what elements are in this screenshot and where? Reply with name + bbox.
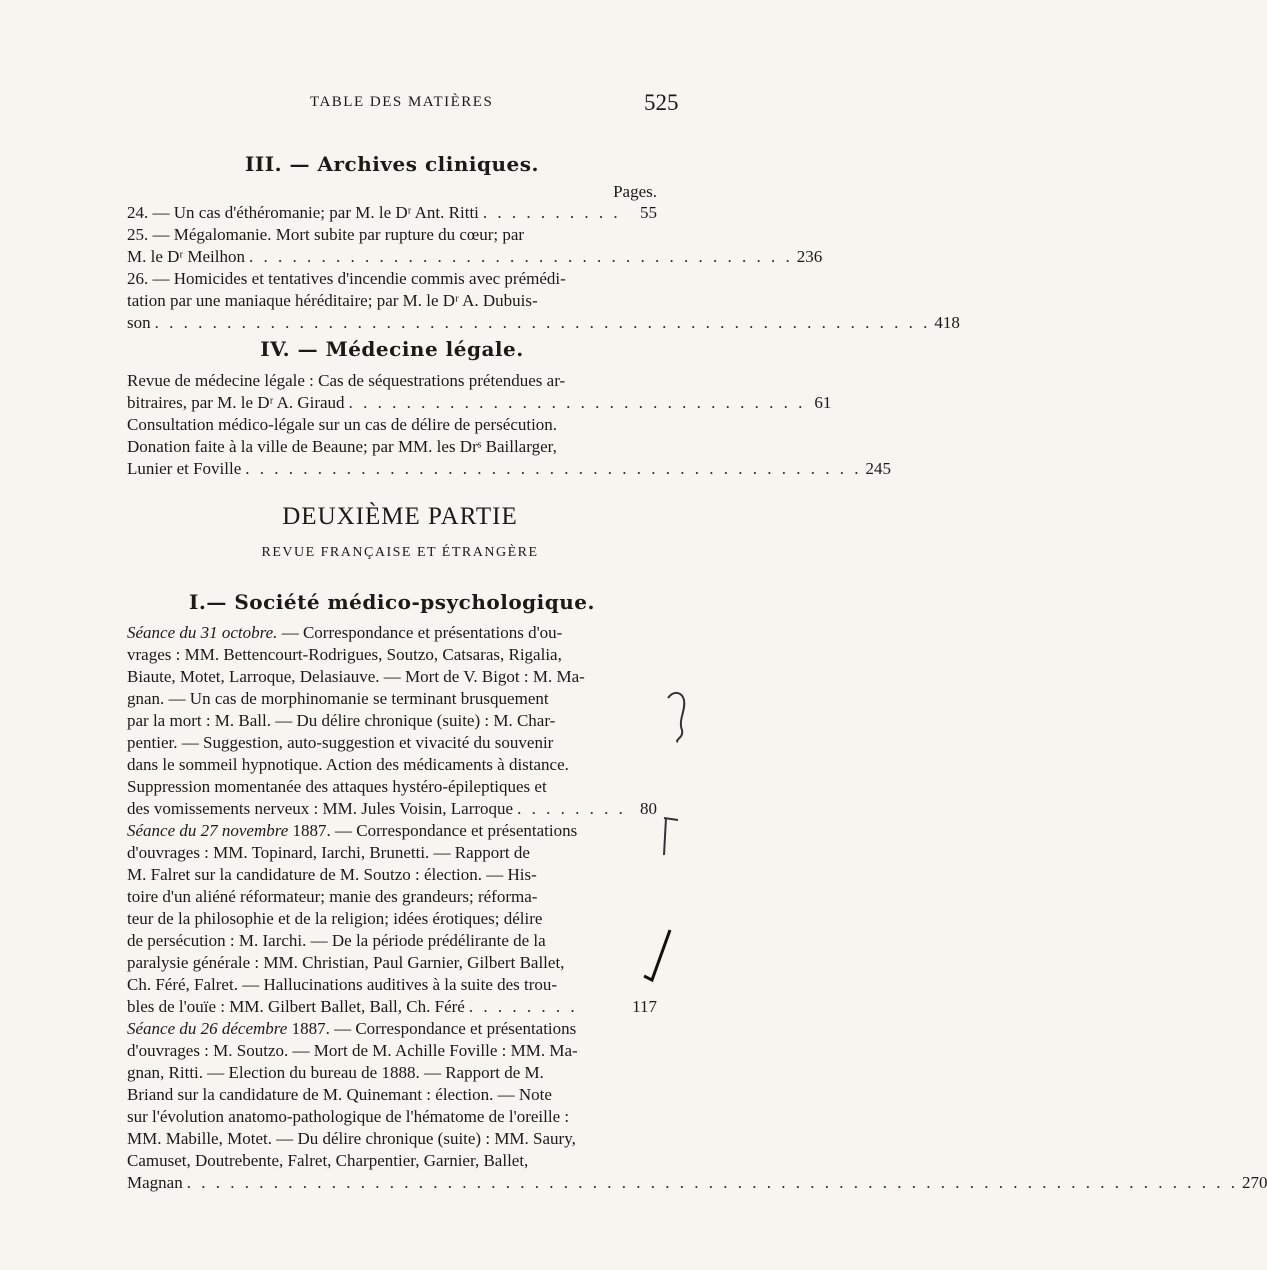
entry-page: 117 bbox=[632, 997, 657, 1016]
pencil-annotation bbox=[660, 680, 700, 1000]
entry-text: Lunier et Foville bbox=[127, 459, 242, 478]
entry-text: 26. — Homicides et tentatives d'incendie commis avec prémédi- bbox=[127, 269, 566, 288]
entry-text: Consultation médico-légale sur un cas de délire de persécution. bbox=[127, 415, 558, 434]
entry-text: 1887. — Correspondance et présentations bbox=[287, 1019, 577, 1038]
entry-page: 61 bbox=[814, 393, 832, 412]
entry-text: sur l'évolution anatomo-pathologique de l'hématome de l'oreille : bbox=[127, 1107, 570, 1126]
entry-text: dans le sommeil hypnotique. Action des médicaments à distance. bbox=[127, 755, 569, 774]
entry-text: pentier. — Suggestion, auto-suggestion et vivacité du souvenir bbox=[127, 733, 554, 752]
entry-page: 80 bbox=[640, 799, 657, 818]
section-heading: I.— Société médico-psychologique. bbox=[189, 590, 595, 614]
toc-entry bbox=[127, 414, 892, 480]
section-heading: IV. — Médecine légale. bbox=[260, 337, 524, 361]
entry-text: de persécution : M. Iarchi. — De la période prédélirante de la bbox=[127, 931, 546, 950]
entry-page: 55 bbox=[640, 203, 657, 222]
entry-text: 1887. — Correspondance et présentations bbox=[288, 821, 578, 840]
entry-text: M. Falret sur la candidature de M. Soutzo : élection. — His- bbox=[127, 865, 537, 884]
entry-text: MM. Mabille, Motet. — Du délire chronique (suite) : MM. Saury, bbox=[127, 1129, 576, 1148]
section-societe-medico-psychologique bbox=[127, 590, 657, 614]
leader-dots: . . . . . . . . bbox=[517, 799, 626, 818]
leader-dots: . . . . . . . . . . . . . . . . . . . . . . . . . . . . . . . . bbox=[348, 393, 806, 412]
entry-page: 270 bbox=[1241, 1173, 1267, 1192]
leader-dots: . . . . . . . . . . . . . . . . . . . . . . . . . . . . . . . . . . . . . . . . . . . . . . . . . . . . . . . . . . . . . . . . . . . . . . . . . bbox=[186, 1173, 1238, 1192]
entry-text: 25. — Mégalomanie. Mort subite par rupture du cœur; par bbox=[127, 225, 525, 244]
section-medecine-legale bbox=[127, 337, 657, 361]
toc-entry bbox=[127, 820, 657, 1018]
entry-text: Camuset, Doutrebente, Falret, Charpentier, Garnier, Ballet, bbox=[127, 1151, 529, 1170]
entry-text: son bbox=[127, 313, 151, 332]
page-number: 525 bbox=[644, 90, 679, 115]
entry-text: d'ouvrages : M. Soutzo. — Mort de M. Achille Foville : MM. Ma- bbox=[127, 1041, 578, 1060]
session-date: Séance du 27 novembre bbox=[127, 821, 289, 840]
toc-entry bbox=[127, 370, 832, 414]
entry-text: Magnan bbox=[127, 1173, 183, 1192]
entry-text: gnan. — Un cas de morphinomanie se terminant brusquement bbox=[127, 689, 549, 708]
pages-label: Pages. bbox=[613, 182, 657, 201]
entry-text: Revue de médecine légale : Cas de séquestrations prétendues ar- bbox=[127, 371, 566, 390]
entry-text: 24. — Un cas d'éthéromanie; par M. le Dʳ Ant. Ritti bbox=[127, 203, 479, 222]
section-heading: III. — Archives cliniques. bbox=[245, 152, 539, 176]
bracket-mark bbox=[664, 818, 678, 855]
running-head bbox=[0, 90, 800, 120]
leader-dots: . . . . . . . . . . . . . . . . . . . . . . . . . . . . . . . . . . . . . . bbox=[248, 247, 793, 266]
leader-dots: . . . . . . . . bbox=[468, 997, 578, 1016]
section-archives-cliniques bbox=[127, 152, 657, 176]
toc-entry bbox=[127, 224, 823, 268]
entry-text: toire d'un aliéné réformateur; manie des grandeurs; réforma- bbox=[127, 887, 538, 906]
entry-text: Suppression momentanée des attaques hystéro-épileptiques et bbox=[127, 777, 547, 796]
entry-text: par la mort : M. Ball. — Du délire chronique (suite) : M. Char- bbox=[127, 711, 556, 730]
leader-dots: . . . . . . . . . . bbox=[482, 203, 621, 222]
entry-text: Donation faite à la ville de Beaune; par MM. les Drˢ Baillarger, bbox=[127, 437, 557, 456]
entry-text: paralysie générale : MM. Christian, Paul Garnier, Gilbert Ballet, bbox=[127, 953, 565, 972]
part-subtitle: REVUE FRANÇAISE ET ÉTRANGÈRE bbox=[261, 545, 539, 560]
toc-entry bbox=[127, 1018, 1267, 1194]
section3-entries bbox=[127, 202, 960, 334]
leader-dots: . . . . . . . . . . . . . . . . . . . . . . . . . . . . . . . . . . . . . . . . . . . bbox=[245, 459, 862, 478]
part-title: DEUXIÈME PARTIE bbox=[282, 503, 518, 530]
entry-text: — Correspondance et présentations d'ou- bbox=[277, 623, 563, 642]
entry-text: vrages : MM. Bettencourt-Rodrigues, Soutzo, Catsaras, Rigalia, bbox=[127, 645, 562, 664]
leader-dots: . . . . . . . . . . . . . . . . . . . . . . . . . . . . . . . . . . . . . . . . . . . . . . . . . . . . . . bbox=[154, 313, 931, 332]
entry-page: 418 bbox=[934, 313, 960, 332]
toc-entry bbox=[127, 268, 960, 334]
entry-text: des vomissements nerveux : MM. Jules Voisin, Larroque bbox=[127, 799, 514, 818]
entry-text: tation par une maniaque héréditaire; par M. le Dʳ A. Dubuis- bbox=[127, 291, 538, 310]
entry-text: bitraires, par M. le Dʳ A. Giraud bbox=[127, 393, 345, 412]
entry-text: teur de la philosophie et de la religion; idées érotiques; délire bbox=[127, 909, 543, 928]
entry-text: M. le Dʳ Meilhon bbox=[127, 247, 245, 266]
session-date: Séance du 26 décembre bbox=[127, 1019, 288, 1038]
section4-entries bbox=[127, 370, 892, 480]
pages-label-row bbox=[127, 182, 657, 204]
entry-page: 236 bbox=[796, 247, 823, 266]
entry-page: 245 bbox=[865, 459, 892, 478]
toc-entry bbox=[127, 202, 657, 224]
entry-text: gnan, Ritti. — Election du bureau de 1888. — Rapport de M. bbox=[127, 1063, 544, 1082]
entry-text: d'ouvrages : MM. Topinard, Iarchi, Brunetti. — Rapport de bbox=[127, 843, 530, 862]
entry-text: bles de l'ouïe : MM. Gilbert Ballet, Ball, Ch. Féré bbox=[127, 997, 465, 1016]
toc-entry bbox=[127, 622, 657, 820]
entry-text: Briand sur la candidature de M. Quinemant : élection. — Note bbox=[127, 1085, 552, 1104]
entry-text: Ch. Féré, Falret. — Hallucinations auditives à la suite des trou- bbox=[127, 975, 558, 994]
session-date: Séance du 31 octobre. bbox=[127, 623, 278, 642]
running-head-title: TABLE DES MATIÈRES bbox=[310, 94, 494, 110]
bracket-mark bbox=[668, 693, 684, 742]
section1-entries bbox=[127, 622, 1267, 1194]
entry-text: Biaute, Motet, Larroque, Delasiauve. — Mort de V. Bigot : M. Ma- bbox=[127, 667, 585, 686]
